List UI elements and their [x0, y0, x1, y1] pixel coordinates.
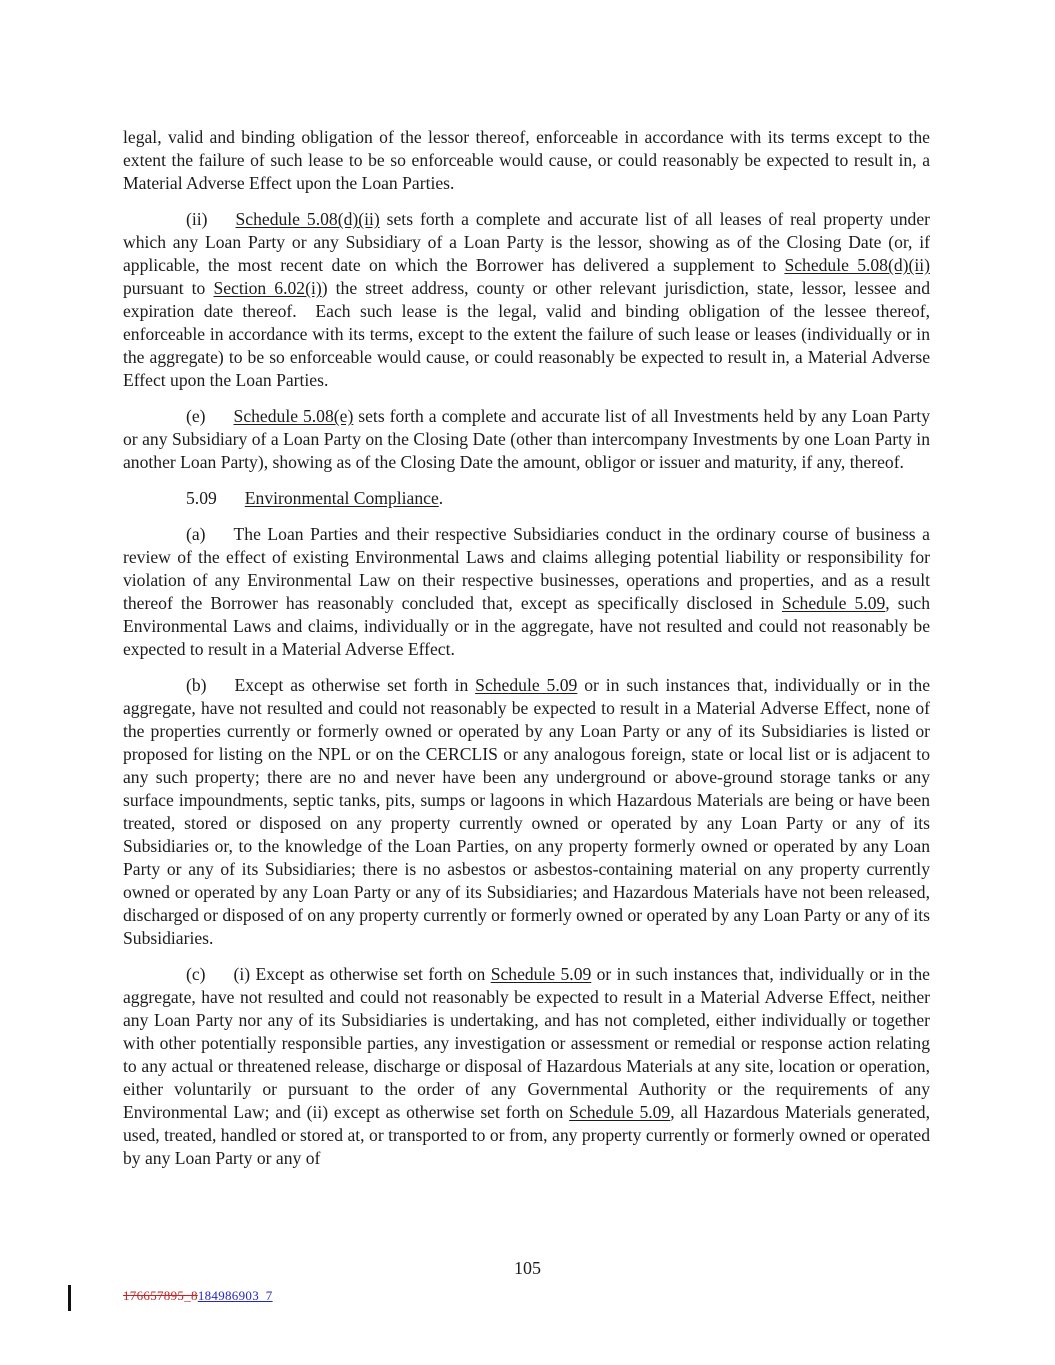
paragraph-lessor-continuation: [123, 126, 930, 195]
text-run: legal, valid and binding obligation of the lessor thereof, enforceable in accordance with its terms except to the extent the failure of such lease to be so enforceable would cause, or could reasonably be expected to result in, a Material Adverse Effect upon the Loan Parties.: [123, 127, 930, 193]
paragraph-container: [123, 126, 930, 1170]
text-run: The Loan Parties and their respective Subsidiaries conduct in the ordinary course of business a review of the effect of existing Environmental Laws and claims alleging potential liability or responsibility for violation of any Environmental Law on their respective businesses, operations and properties, and as a result thereof the Borrower has reasonably concluded that, except as specifically disclosed in: [123, 524, 930, 613]
text-run: (ii): [186, 209, 208, 229]
document-body: [123, 126, 930, 1170]
text-run: .: [438, 488, 444, 508]
deleted-doc-id: 176657895_8: [123, 1288, 198, 1303]
underlined-reference: Schedule 5.09: [569, 1102, 671, 1122]
underlined-reference: Schedule 5.09: [781, 593, 886, 613]
paragraph-section-5-09-heading: [123, 487, 930, 510]
paragraph-clause-e: [123, 405, 930, 474]
underlined-reference: Schedule 5.09: [490, 964, 592, 984]
underlined-reference: Section 6.02(i): [213, 278, 322, 298]
text-run: ) the street address, county or other relevant jurisdiction, state, lessor, lessee and expiration date thereof. Each such lease is the legal, valid and binding obligation of the lessee thereof, enforceable in accordance with its terms, except to the extent the failure of such lease or leases (individually or in the aggregate) to be so enforceable would cause, or could reasonably be expected to result in, a Material Adverse Effect upon the Loan Parties.: [123, 278, 931, 390]
text-run: (c): [186, 964, 206, 984]
underlined-reference: Schedule 5.08(e): [233, 406, 354, 426]
text-run: (i) Except as otherwise set forth on: [233, 964, 491, 984]
text-run: (b): [186, 675, 207, 695]
paragraph-clause-c: [123, 963, 930, 1170]
text-run: 5.09: [186, 488, 217, 508]
underlined-reference: Schedule 5.08(d)(ii): [784, 255, 930, 275]
page-number: 105: [514, 1258, 541, 1278]
text-run: (a): [186, 524, 206, 544]
document-id-footer: [123, 1288, 273, 1304]
text-run: or in such instances that, individually or in the aggregate, have not resulted and could not reasonably be expected to result in a Material Adverse Effect, neither any Loan Party nor any of its Subsidiaries is undertaking, and has not completed, either individually or together with other potentially responsible parties, any investigation or assessment or remedial or response action relating to any actual or threatened release, discharge or disposal of Hazardous Materials at any site, location or operation, either voluntarily or pursuant to the order of any Governmental Authority or the requirements of any Environmental Law; and (ii) except as otherwise set forth on: [123, 964, 930, 1122]
underlined-reference: Environmental Compliance: [244, 488, 439, 508]
inserted-doc-id: 184986903_7: [197, 1288, 273, 1303]
text-run: , such Environmental Laws and claims, individually or in the aggregate, have not resulted and could not reasonably be expected to result in a Material Adverse Effect.: [123, 593, 930, 659]
text-run: , all Hazardous Materials generated, used, treated, handled or stored at, or transported to or from, any property currently or formerly owned or operated by any Loan Party or any of: [123, 1102, 930, 1168]
underlined-reference: Schedule 5.08(d)(ii): [235, 209, 380, 229]
text-run: pursuant to: [123, 278, 214, 298]
underlined-reference: Schedule 5.09: [475, 675, 578, 695]
text-run: (e): [186, 406, 206, 426]
change-bar: [68, 1285, 71, 1311]
paragraph-clause-d-ii: [123, 208, 930, 392]
paragraph-clause-b: [123, 674, 930, 950]
text-run: sets forth a complete and accurate list of all leases of real property under which any Loan Party or any Subsidiary of a Loan Party is the lessor, showing as of the Closing Date (or, if applicable, the most recent date on which the Borrower has delivered a supplement to: [123, 209, 930, 275]
text-run: Except as otherwise set forth in: [234, 675, 476, 695]
text-run: sets forth a complete and accurate list of all Investments held by any Loan Party or any Subsidiary of a Loan Party on the Closing Date (other than intercompany Investments by one Loan Party in another Loan Party), showing as of the Closing Date the amount, obligor or issuer and maturity, if any, thereof.: [123, 406, 930, 472]
text-run: or in such instances that, individually or in the aggregate, have not resulted and could not reasonably be expected to result in a Material Adverse Effect, none of the properties currently or formerly owned or operated by any Loan Party or any of its Subsidiaries is listed or proposed for listing on the NPL or on the CERCLIS or any analogous foreign, state or local list or is adjacent to any such property; there are no and never have been any underground or above-ground storage tanks or any surface impoundments, septic tanks, pits, sumps or lagoons in which Hazardous Materials are being or have been treated, stored or disposed on any property currently owned or operated by any Loan Party or any of its Subsidiaries or, to the knowledge of the Loan Parties, on any property formerly owned or operated by any Loan Party or any of its Subsidiaries; there is no asbestos or asbestos-containing material on any property currently owned or operated by any Loan Party or any of its Subsidiaries; and Hazardous Materials have not been released, discharged or disposed of on any property currently or formerly owned or operated by any Loan Party or any of its Subsidiaries.: [123, 675, 930, 948]
paragraph-clause-a: [123, 523, 930, 661]
